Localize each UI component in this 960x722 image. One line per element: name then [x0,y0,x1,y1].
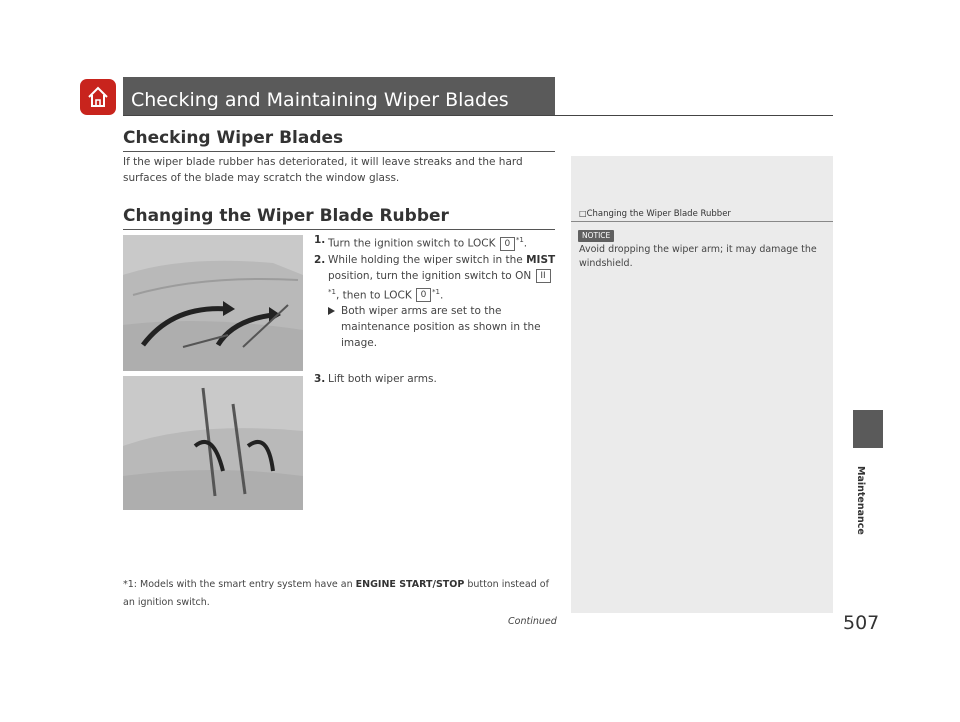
triangle-right-icon [328,307,335,315]
footnote-text: *1: Models with the smart entry system have an [123,579,356,590]
step-number: 3. [314,373,326,385]
wiper-maintenance-position-image [123,235,303,371]
continued-label: Continued [508,616,557,627]
mist-label: MIST [526,253,556,266]
section-rule [123,229,555,230]
page-number: 507 [843,612,880,634]
footnote-ref: *1 [328,287,336,296]
section-heading-changing: Changing the Wiper Blade Rubber [123,206,449,226]
lift-wiper-arms-image [123,376,303,510]
step-text: . [523,237,528,250]
section-rule [123,151,555,152]
step-text: position, turn the ignition switch to ON [328,269,535,282]
step-text: Lift both wiper arms. [328,373,437,385]
step-1 [314,232,559,252]
on-key-icon: II [536,269,551,283]
notice-badge: NOTICE [578,230,614,242]
step-number: 2. [314,253,326,266]
chapter-tab-label: Maintenance [855,466,866,535]
lock-key-icon: 0 [500,237,515,251]
result-text: Both wiper arms are set to the maintenance position as shown in the image. [341,305,541,349]
checking-paragraph: If the wiper blade rubber has deteriorated, it will leave streaks and the hard surfaces of the blade may scratch the window glass. [123,156,523,184]
lock-key-icon: 0 [416,288,431,302]
chapter-tab[interactable] [853,410,883,448]
section-heading-checking: Checking Wiper Blades [123,128,344,148]
home-button[interactable] [80,79,116,115]
step-2-result [328,303,559,351]
side-note-panel [571,156,833,613]
footnote [123,576,563,612]
steps-list [314,232,559,351]
footnote-text: button instead of an ignition switch. [123,579,549,608]
footnote-ref: *1 [432,287,441,296]
reference-icon: □ [579,209,587,218]
step-number: 1. [314,234,326,246]
side-note-rule [571,221,833,222]
step-3 [314,371,559,387]
step-text: While holding the wiper switch in the [328,253,527,266]
page-title: Checking and Maintaining Wiper Blades [131,89,509,111]
step-2 [314,252,559,304]
steps-list-continued [314,371,559,387]
step-text: , then to LOCK [335,289,416,301]
step-text: Turn the ignition switch to LOCK [328,237,499,250]
step-text: . [440,289,444,301]
side-note-heading [579,209,731,219]
engine-start-stop-label: ENGINE START/STOP [355,579,465,590]
title-rule [123,115,833,116]
side-note-title: Changing the Wiper Blade Rubber [586,209,731,219]
home-icon [86,85,110,109]
footnote-ref: *1 [515,236,524,244]
side-note-text: Avoid dropping the wiper arm; it may damage the windshield. [579,244,817,269]
